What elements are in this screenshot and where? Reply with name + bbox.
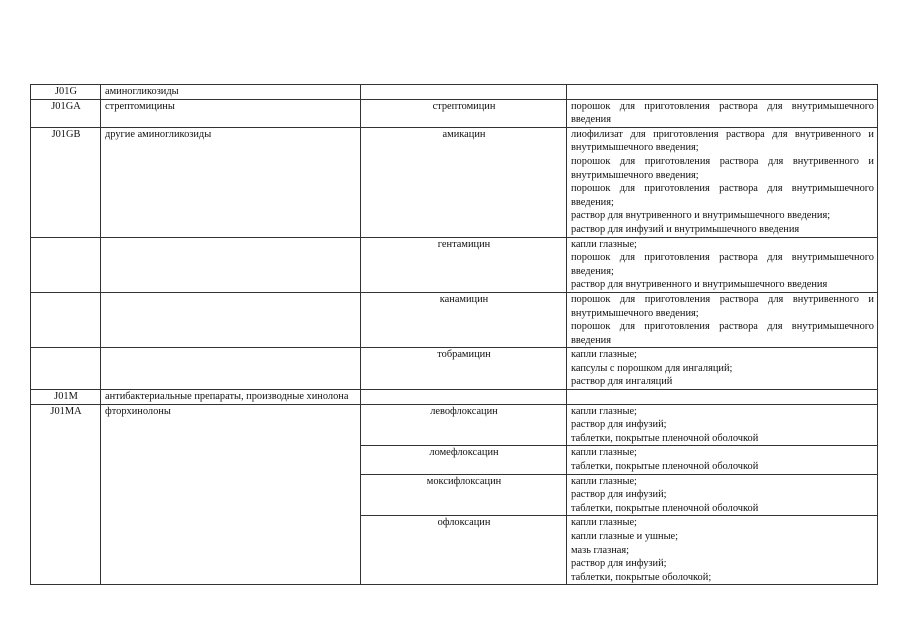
dosage-form: капли глазные; [571, 447, 637, 459]
group-name: аминогликозиды [101, 85, 361, 100]
dosage-forms [567, 127, 878, 237]
dosage-form: раствор для инфузий; [571, 489, 667, 501]
substance-name: гентамицин [361, 237, 567, 292]
substance-name [361, 85, 567, 100]
dosage-forms [567, 292, 878, 347]
dosage-form: раствор для инфузий и внутримышечного введения [571, 223, 800, 235]
dosage-form: раствор для ингаляций [571, 376, 673, 388]
dosage-form: порошок для приготовления раствора для внутримышечного введения [571, 321, 874, 346]
dosage-form: таблетки, покрытые пленочной оболочкой [571, 461, 759, 473]
dosage-form: капсулы с порошком для ингаляций; [571, 362, 733, 374]
atc-code [31, 292, 101, 347]
dosage-forms [567, 516, 878, 585]
atc-code: J01GB [31, 127, 101, 237]
dosage-forms [567, 85, 878, 100]
dosage-form: капли глазные; [571, 349, 637, 361]
dosage-form: таблетки, покрытые пленочной оболочкой [571, 502, 759, 514]
substance-name: ломефлоксацин [361, 446, 567, 474]
atc-code [31, 237, 101, 292]
group-name: антибактериальные препараты, производные хинолона [101, 390, 361, 405]
substance-name: левофлоксацин [361, 404, 567, 446]
dosage-forms [567, 474, 878, 516]
substance-name: офлоксацин [361, 516, 567, 585]
atc-code: J01GA [31, 99, 101, 127]
dosage-forms [567, 237, 878, 292]
substance-name: моксифлоксацин [361, 474, 567, 516]
group-name [101, 292, 361, 347]
dosage-forms [567, 348, 878, 390]
table-row [31, 237, 878, 292]
dosage-form: порошок для приготовления раствора для внутривенного и внутримышечного введения; [571, 155, 874, 181]
dosage-form: мазь глазная; [571, 544, 630, 556]
dosage-form: таблетки, покрытые пленочной оболочкой [571, 432, 759, 444]
dosage-form: раствор для внутривенного и внутримышечного введения [571, 279, 828, 291]
table-row [31, 127, 878, 237]
dosage-form: раствор для инфузий; [571, 558, 667, 570]
dosage-form: раствор для внутривенного и внутримышечного введения; [571, 210, 831, 222]
dosage-form: капли глазные; [571, 517, 637, 529]
dosage-form: лиофилизат для приготовления раствора для внутривенного и внутримышечного введения; [571, 128, 874, 154]
dosage-forms [567, 404, 878, 446]
drug-table [30, 84, 878, 585]
substance-name: стрептомицин [361, 99, 567, 127]
atc-code: J01G [31, 85, 101, 100]
dosage-form: капли глазные; [571, 475, 637, 487]
group-name [101, 348, 361, 390]
table-row [31, 292, 878, 347]
dosage-form: раствор для инфузий; [571, 419, 667, 431]
atc-code: J01MA [31, 404, 101, 585]
table-row [31, 348, 878, 390]
group-name: стрептомицины [101, 99, 361, 127]
substance-name: амикацин [361, 127, 567, 237]
table-row [31, 404, 878, 446]
group-name: другие аминогликозиды [101, 127, 361, 237]
atc-code [31, 348, 101, 390]
group-name: фторхинолоны [101, 404, 361, 585]
dosage-form: порошок для приготовления раствора для внутримышечного введения; [571, 183, 874, 208]
dosage-form: капли глазные и ушные; [571, 531, 679, 542]
substance-name: тобрамицин [361, 348, 567, 390]
dosage-form: таблетки, покрытые оболочкой; [571, 571, 712, 583]
dosage-forms [567, 99, 878, 127]
substance-name: канамицин [361, 292, 567, 347]
dosage-form: порошок для приготовления раствора для внутривенного и внутримышечного введения; [571, 293, 874, 319]
substance-name [361, 390, 567, 405]
dosage-form: капли глазные; [571, 238, 637, 250]
dosage-form: порошок для приготовления раствора для внутримышечного введения; [571, 252, 874, 277]
atc-code: J01M [31, 390, 101, 405]
dosage-forms [567, 446, 878, 474]
group-name [101, 237, 361, 292]
table-row [31, 99, 878, 127]
dosage-form: порошок для приготовления раствора для внутримышечного введения [571, 100, 874, 126]
dosage-forms [567, 390, 878, 405]
table-row [31, 85, 878, 100]
dosage-form: капли глазные; [571, 405, 637, 417]
table-row [31, 390, 878, 405]
